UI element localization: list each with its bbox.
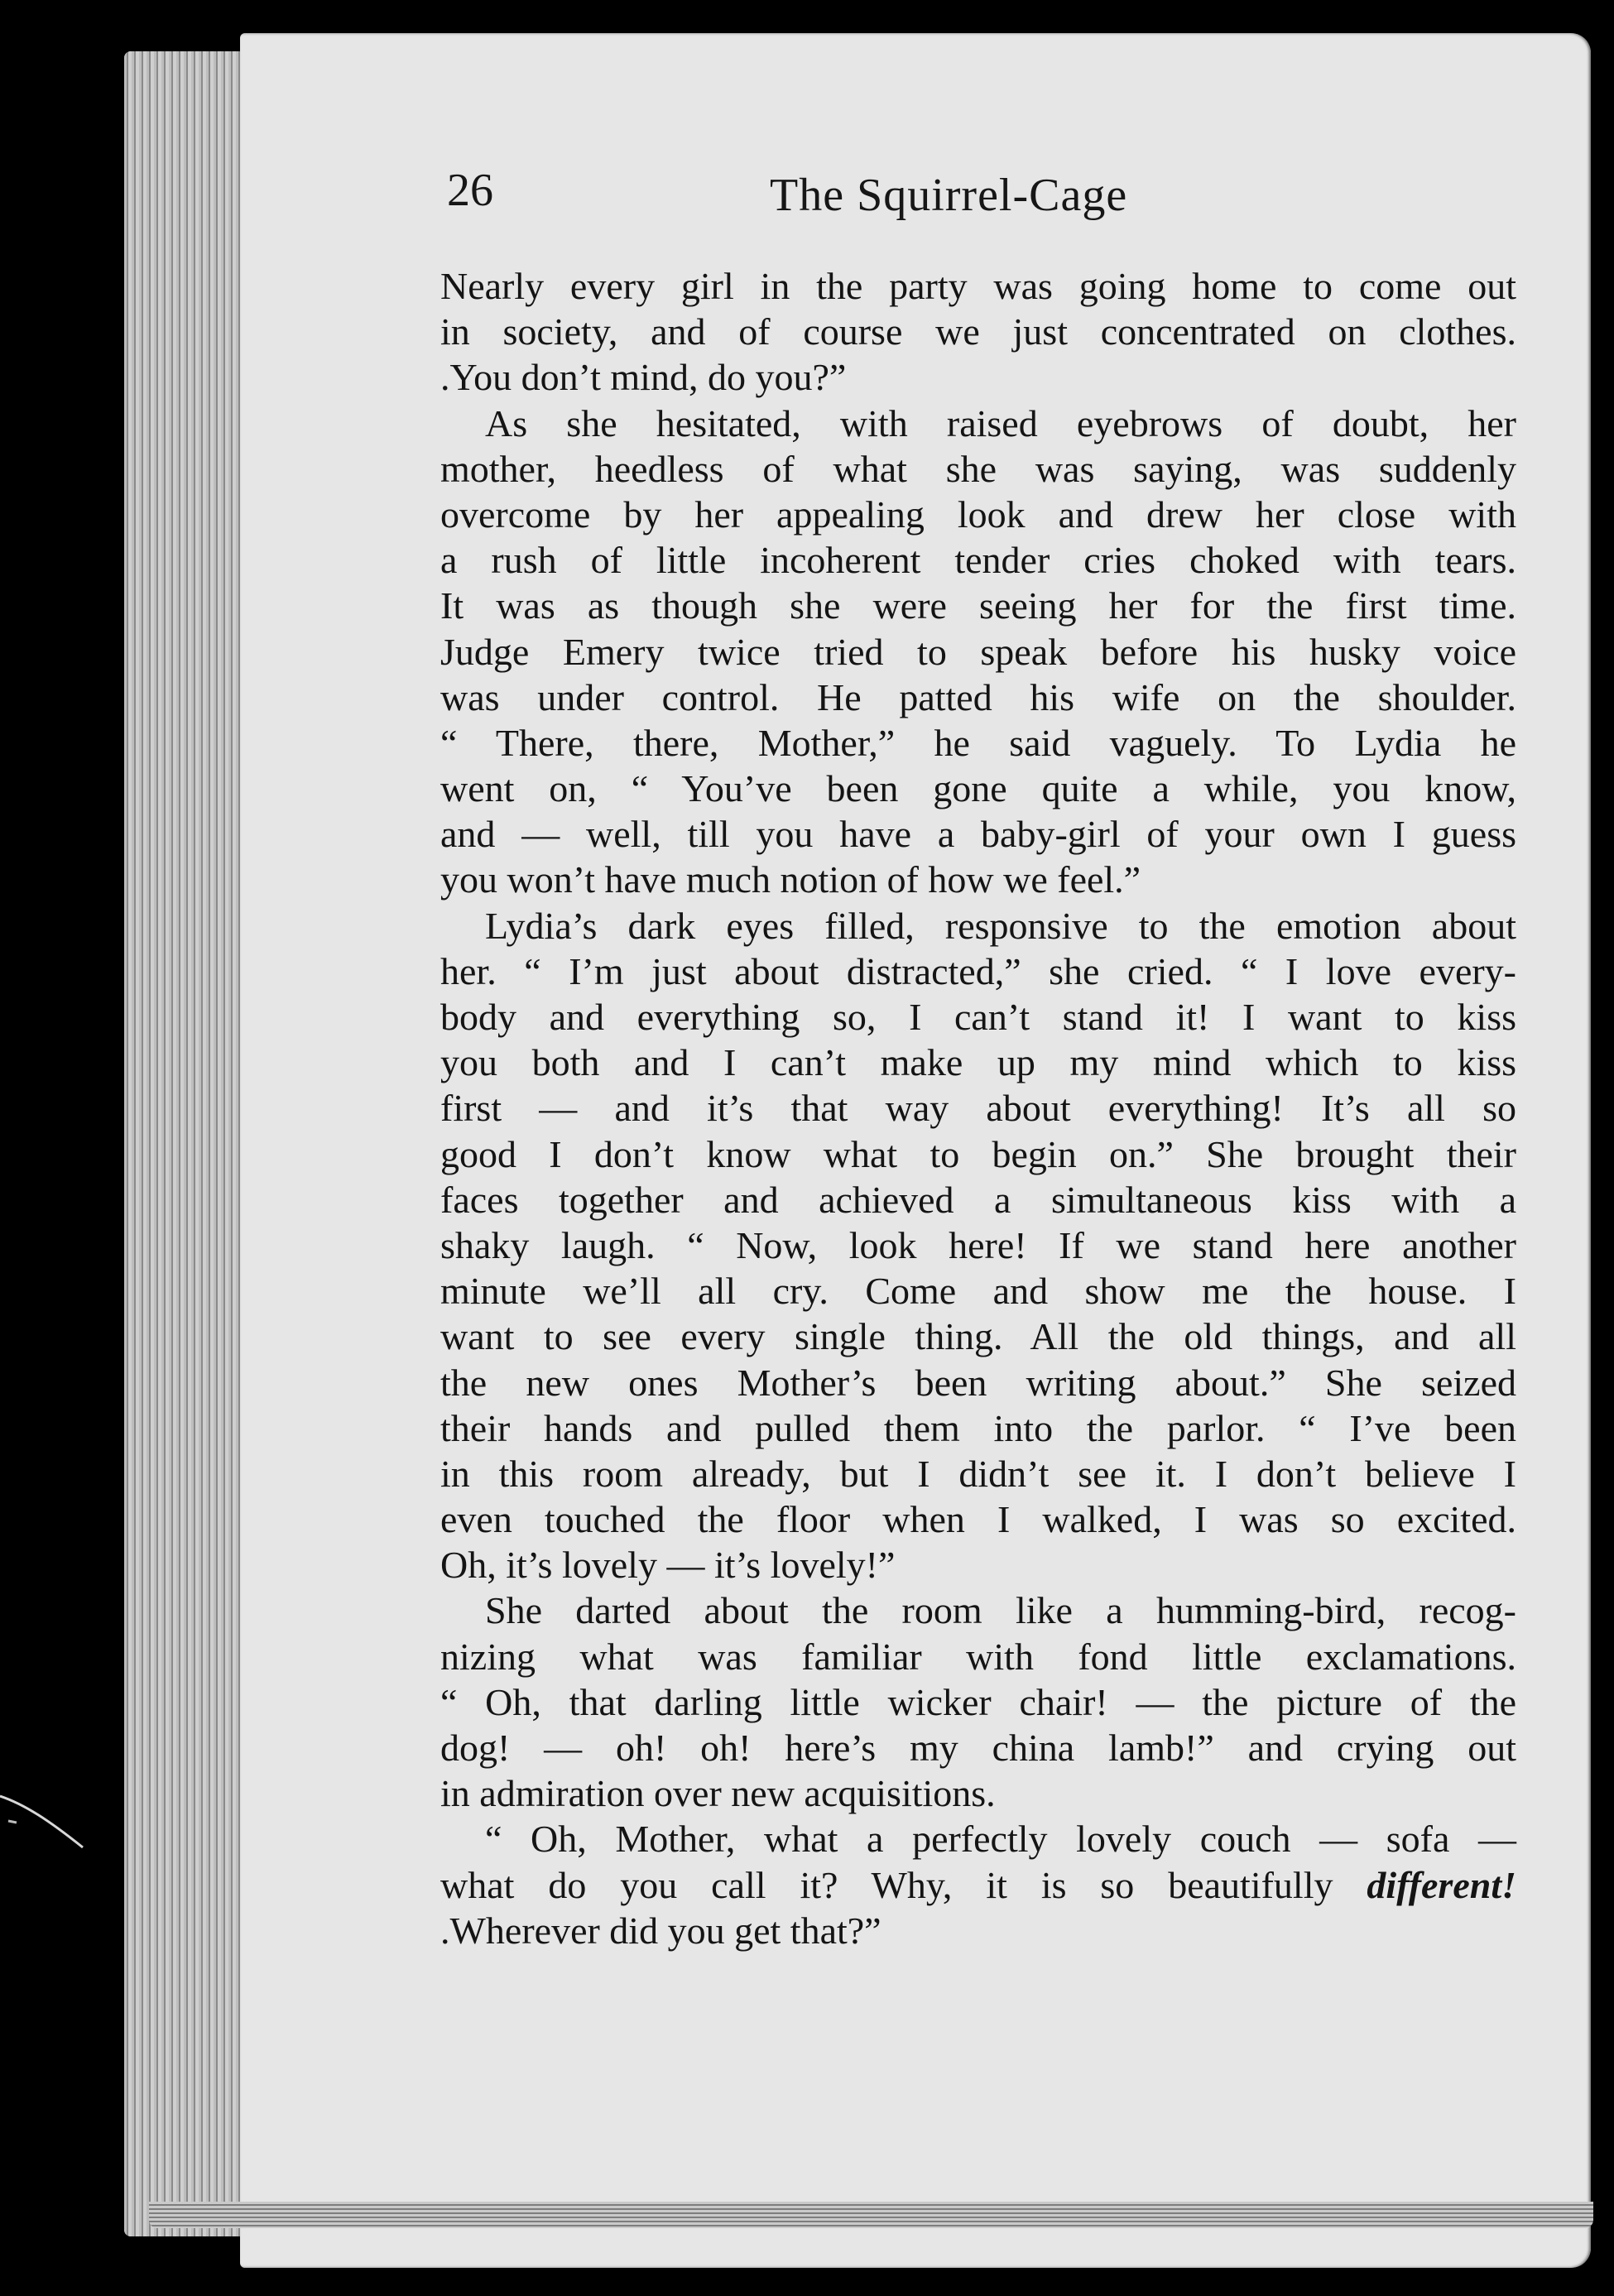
italic-word: different! [1367,1863,1517,1906]
text-line: “ Oh, that darling little wicker chair! — the picture of the [440,1680,1516,1723]
text-line: want to see every single thing. All the old things, and all [440,1315,1516,1358]
text-line: As she hesitated, with raised eyebrows of doubt, her [485,401,1516,444]
text-line: and — well, till you have a baby-girl of your own I guess [440,813,1516,856]
text-line-part: what do you call it? Why, it is so beautifully [440,1863,1333,1906]
text-line: “ Oh, Mother, what a perfectly lovely couch — sofa — [485,1818,1516,1861]
text-line: “ There, there, Mother,” he said vaguely. To Lydia he [440,721,1516,764]
text-line: Lydia’s dark eyes filled, responsive to the emotion about [485,904,1516,947]
text-line: went on, “ You’ve been gone quite a while, you know, [440,767,1516,810]
margin-scratch-mark [0,1788,91,1854]
text-line: was under control. He patted his wife on the shoulder. [440,675,1516,718]
text-line: first — and it’s that way about everything! It’s all so [440,1087,1516,1130]
text-line: Oh, it’s lovely — it’s lovely!” [440,1544,896,1587]
page-edges-left [124,51,248,2236]
text-line: It was as though she were seeing her for the first time. [440,584,1516,627]
text-line: you both and I can’t make up my mind which to kiss [440,1041,1516,1084]
text-line: overcome by her appealing look and drew her close with [440,492,1516,536]
text-line: mother, heedless of what she was saying, was suddenly [440,447,1516,490]
running-head: The Squirrel-Cage [770,170,1128,221]
page-edges-bottom [149,2202,1593,2228]
page-header [447,161,1523,228]
text-line: .Wherever did you get that?” [440,1909,881,1952]
text-line: in this room already, but I didn’t see it. I don’t believe I [440,1452,1516,1495]
text-line-with-italic [440,1862,1516,1908]
text-line: shaky laugh. “ Now, look here! If we stand here another [440,1223,1516,1266]
text-line: Nearly every girl in the party was going home to come out [440,265,1516,307]
text-line: even touched the floor when I walked, I was so excited. [440,1498,1516,1541]
text-line: .You don’t mind, do you?” [440,356,847,399]
text-line: She darted about the room like a humming-bird, recog- [485,1589,1516,1632]
text-line: you won’t have much notion of how we feel.” [440,858,1141,901]
text-line: in society, and of course we just concentrated on clothes. [440,310,1516,353]
text-line: good I don’t know what to begin on.” She brought their [440,1132,1516,1175]
body-text [440,263,1516,1953]
page-number: 26 [447,165,493,216]
text-line: in admiration over new acquisitions. [440,1772,996,1815]
text-line: her. “ I’m just about distracted,” she cried. “ I love every- [440,949,1516,992]
text-line: Judge Emery twice tried to speak before his husky voice [440,630,1516,673]
text-line: nizing what was familiar with fond little exclamations. [440,1635,1516,1678]
text-line: the new ones Mother’s been writing about.” She seized [440,1361,1516,1404]
text-line: their hands and pulled them into the parlor. “ I’ve been [440,1406,1516,1449]
text-line: a rush of little incoherent tender cries choked with tears. [440,539,1516,582]
text-line: body and everything so, I can’t stand it! I want to kiss [440,996,1516,1038]
text-line: faces together and achieved a simultaneous kiss with a [440,1178,1516,1221]
text-line: dog! — oh! oh! here’s my china lamb!” and crying out [440,1727,1516,1769]
text-line: minute we’ll all cry. Come and show me the house. I [440,1270,1516,1313]
